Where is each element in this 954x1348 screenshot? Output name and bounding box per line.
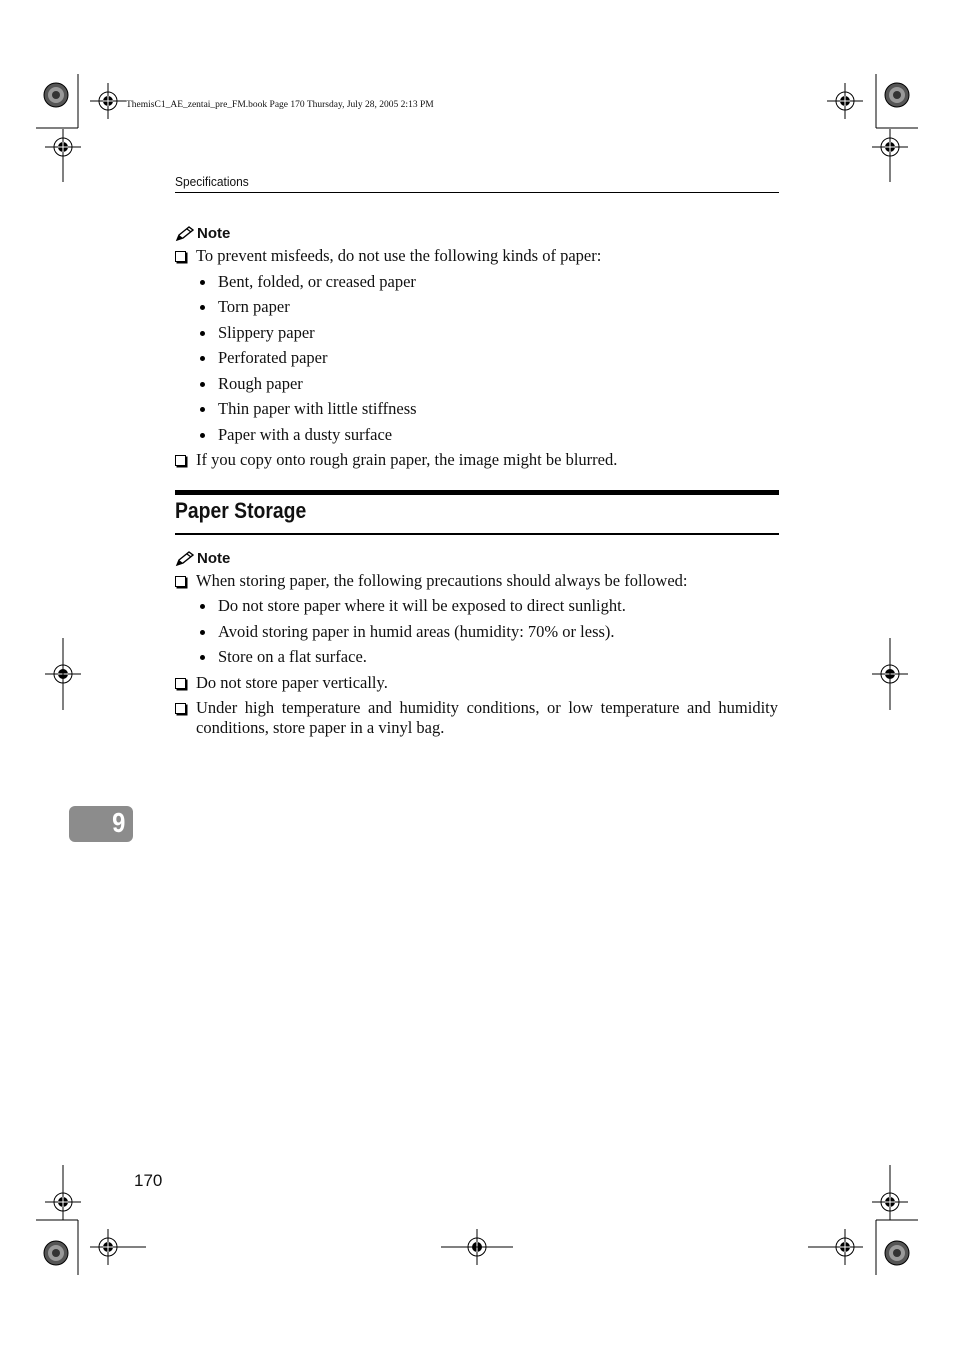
bullet-icon — [200, 604, 205, 609]
note-item: To prevent misfeeds, do not use the following kinds of paper: — [196, 246, 602, 265]
checkbox-bullet-icon — [175, 678, 186, 689]
list-item: Slippery paper — [218, 323, 315, 342]
note-item: If you copy onto rough grain paper, the image might be blurred. — [196, 450, 618, 469]
page-number: 170 — [134, 1171, 163, 1190]
bullet-icon — [200, 382, 205, 387]
section-title: Paper Storage — [175, 498, 307, 523]
bullet-icon — [200, 655, 205, 660]
checkbox-bullet-icon — [175, 455, 186, 466]
registration-mark-icon — [90, 1229, 126, 1265]
list-item: Rough paper — [218, 374, 303, 393]
note-label: Note — [197, 225, 231, 242]
registration-mark-icon — [872, 1184, 908, 1220]
note-item: Under high temperature and humidity conditions, or low temperature and humidity conditions, store paper in a vinyl bag. — [196, 698, 778, 737]
bullet-icon — [200, 305, 205, 310]
print-slug: ThemisC1_AE_zentai_pre_FM.book Page 170 Thursday, July 28, 2005 2:13 PM — [126, 100, 434, 110]
registration-mark-icon — [872, 129, 908, 165]
list-item: Torn paper — [218, 297, 290, 316]
list-item: Do not store paper where it will be exposed to direct sunlight. — [218, 596, 626, 615]
list-item: Bent, folded, or creased paper — [218, 272, 416, 291]
list-item: Paper with a dusty surface — [218, 425, 393, 444]
bullet-icon — [200, 407, 205, 412]
checkbox-bullet-icon — [175, 703, 186, 714]
bullet-icon — [200, 630, 205, 635]
running-header: Specifications — [175, 174, 249, 189]
header-rule — [175, 192, 779, 193]
note-heading — [175, 550, 230, 567]
checkbox-bullet-icon — [175, 251, 186, 262]
list-item: Thin paper with little stiffness — [218, 399, 417, 418]
bullet-icon — [200, 280, 205, 285]
chapter-tab — [69, 806, 133, 842]
registration-mark-icon — [45, 129, 81, 165]
pencil-icon — [175, 226, 195, 242]
list-item: Avoid storing paper in humid areas (humidity: 70% or less). — [218, 622, 615, 641]
registration-mark-icon — [827, 1229, 863, 1265]
note-heading — [175, 225, 230, 242]
list-item: Store on a flat surface. — [218, 647, 367, 666]
color-wheel-icon — [44, 83, 68, 107]
color-wheel-icon — [44, 1241, 68, 1265]
color-wheel-icon — [885, 83, 909, 107]
bullet-icon — [200, 356, 205, 361]
note-label: Note — [197, 550, 231, 567]
section-rule — [175, 533, 779, 535]
bullet-icon — [200, 331, 205, 336]
registration-mark-icon — [45, 1184, 81, 1220]
list-item: Perforated paper — [218, 348, 328, 367]
note-item: When storing paper, the following precautions should always be followed: — [196, 571, 688, 590]
chapter-number: 9 — [112, 807, 126, 838]
bullet-icon — [200, 433, 205, 438]
color-wheel-icon — [885, 1241, 909, 1265]
note-item: Do not store paper vertically. — [196, 673, 388, 692]
pencil-icon — [175, 551, 195, 567]
section-bar — [175, 490, 779, 495]
checkbox-bullet-icon — [175, 576, 186, 587]
registration-mark-icon — [827, 83, 863, 119]
registration-mark-icon — [90, 83, 126, 119]
